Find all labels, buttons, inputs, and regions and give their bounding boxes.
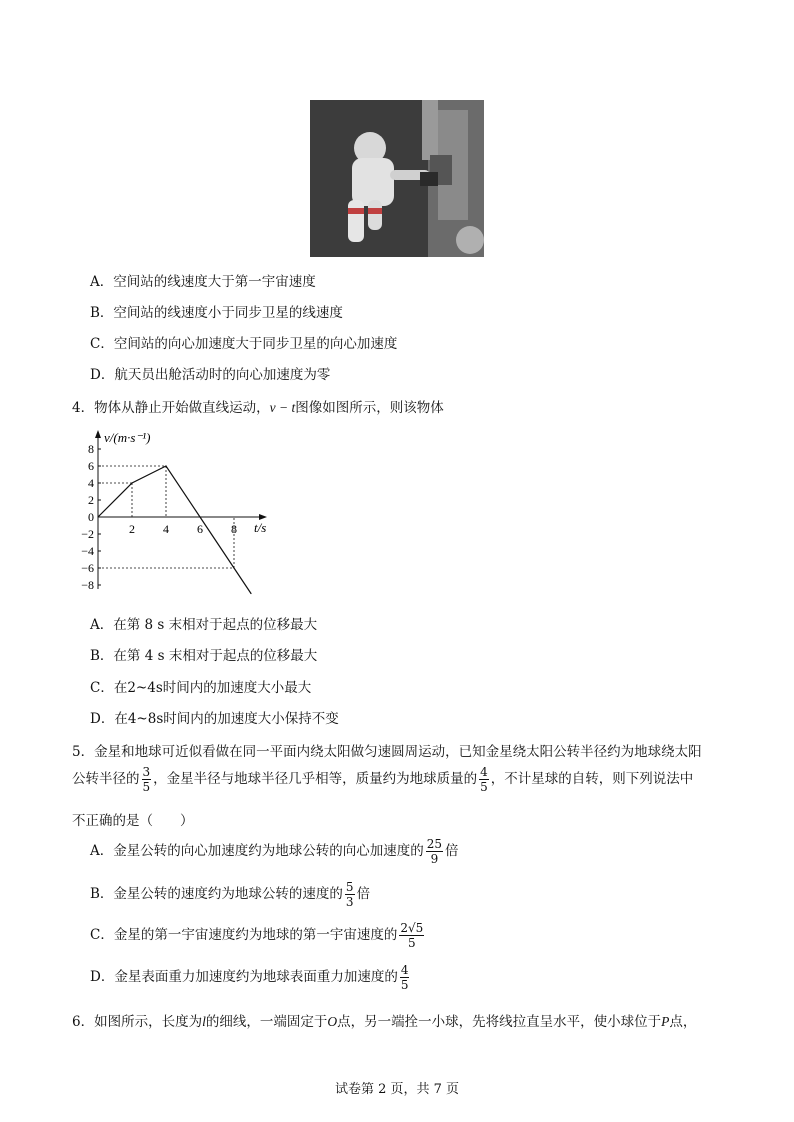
page-footer: 试卷第 2 页，共 7 页: [334, 1082, 460, 1097]
v-t-x-axis-label: t/s: [254, 520, 267, 535]
v-t-point: [199, 516, 200, 517]
y-axis-arrow: [95, 430, 101, 438]
q5-stem-line2: 公转半径的 $\frac{3}{5}$ ，金星半径与地球半径几乎相等，质量约为地球质量的 $\frac{4}{5}$ ，不计星球的自转，则下列说法中: [72, 765, 694, 794]
v-t-y-axis-label: v/(m·s⁻¹): [104, 430, 151, 445]
q4-stem: 4．物体从静止开始做直线运动，v − t图像如图所示，则该物体: [72, 400, 444, 416]
q3-option-b: B．空间站的线速度小于同步卫星的线速度: [90, 305, 343, 321]
y-tick-label: −2: [81, 527, 94, 541]
option-fraction: $\frac{4}{5}$: [400, 963, 409, 992]
x-tick-label: 2: [129, 522, 135, 536]
q4-option-d: D．在4~8s时间内的加速度大小保持不变: [90, 711, 339, 727]
x-tick-label: 6: [197, 522, 203, 536]
q5-option-b: B．金星公转的速度约为地球公转的速度的 $\frac{5}{3}$ 倍: [90, 880, 371, 909]
q3-option-d: D．航天员出舱活动时的向心加速度为零: [90, 367, 331, 383]
x-tick-label: 4: [163, 522, 169, 536]
fraction-4-5: $\frac{4}{5}$: [480, 765, 488, 794]
y-tick-label: 0: [88, 510, 94, 524]
astronaut-illustration: [310, 100, 484, 257]
q5-option-a: A．金星公转的向心加速度约为地球公转的向心加速度的 $\frac{25}{9}$ 倍: [90, 837, 459, 866]
v-t-series: [97, 465, 251, 594]
astronaut-spacewalk-image: [310, 100, 484, 257]
q4-option-c: C．在2~4s时间内的加速度大小最大: [90, 680, 312, 696]
q3-option-a: A．空间站的线速度大于第一宇宙速度: [90, 274, 316, 290]
x-tick-label: 8: [231, 522, 237, 536]
v-t-graph: [76, 426, 276, 596]
option-fraction: $\frac{2√5}{5}$: [400, 921, 424, 950]
q3-option-c: C．空间站的向心加速度大于同步卫星的向心加速度: [90, 336, 398, 352]
v-t-point: [131, 482, 132, 483]
option-fraction: $\frac{25}{9}$: [426, 837, 443, 866]
q5-stem-line1: 5．金星和地球可近似看做在同一平面内绕太阳做匀速圆周运动，已知金星绕太阳公转半径约为地球绕太阳: [72, 744, 702, 760]
q6-stem: 6．如图所示，长度为l的细线，一端固定于O点，另一端拴一小球，先将线拉直呈水平，使小球位于P点，: [72, 1014, 697, 1030]
v-t-point: [250, 593, 251, 594]
q4-option-b: B．在第 4 s 末相对于起点的位移最大: [90, 648, 318, 664]
y-tick-label: 4: [88, 476, 94, 490]
option-fraction: $\frac{5}{3}$: [345, 880, 354, 909]
y-tick-label: 6: [88, 459, 94, 473]
q5-option-c: C．金星的第一宇宙速度约为地球的第一宇宙速度的 $\frac{2√5}{5}$: [90, 921, 424, 950]
y-tick-label: 8: [88, 442, 94, 456]
fraction-3-5: $\frac{3}{5}$: [142, 765, 151, 794]
y-tick-label: 2: [88, 493, 94, 507]
v-t-line: [98, 466, 251, 594]
v-t-point: [233, 567, 234, 568]
y-tick-label: −6: [81, 561, 94, 575]
y-tick-label: −8: [81, 578, 94, 592]
q4-option-a: A．在第 8 s 末相对于起点的位移最大: [90, 617, 318, 633]
q5-stem-line3: 不正确的是（ ）: [72, 813, 194, 829]
v-t-axes: [95, 430, 267, 589]
v-t-point: [165, 465, 166, 466]
q5-option-d: D．金星表面重力加速度约为地球表面重力加速度的 $\frac{4}{5}$: [90, 963, 409, 992]
y-tick-label: −4: [81, 544, 94, 558]
